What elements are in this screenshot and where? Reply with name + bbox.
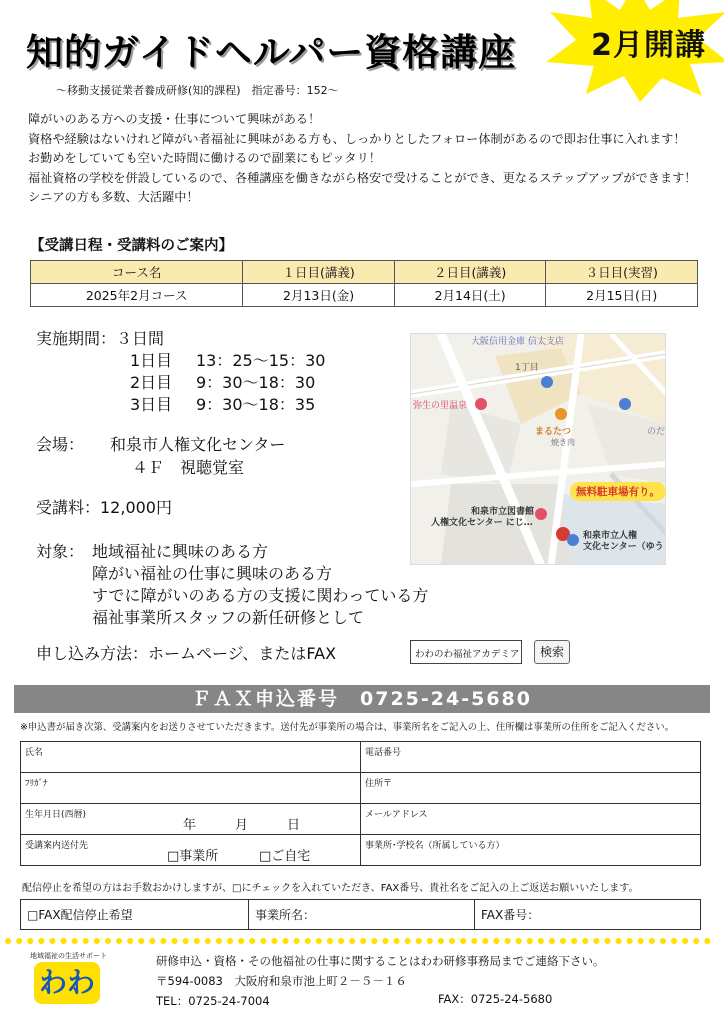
form-office-field[interactable] [361, 835, 701, 866]
venue-name: 和泉市人権文化センター [110, 435, 286, 454]
map-label-library: 和泉市立図書館 [471, 507, 535, 517]
target-item: 障がい福祉の仕事に興味のある方 [92, 564, 333, 583]
schedule-heading: 【受講日程・受講料のご案内】 [30, 238, 233, 254]
stop-office-field[interactable]: 事業所名： [249, 900, 475, 930]
venue-map[interactable] [410, 333, 666, 565]
form-birth-field[interactable] [21, 804, 361, 835]
day-label: 3日目 [130, 395, 173, 414]
map-label-bank: 大阪信用金庫 信太支店 [471, 337, 564, 347]
stop-note: 配信停止を希望の方はお手数おかけしますが、□にチェックを入れていただき、FAX番号、貴社名をご記入の上ご返送お願いいたします。 [22, 883, 639, 894]
period-label: 実施期間：３日間 [36, 329, 165, 348]
map-label-library2: 人権文化センター にじ… [431, 518, 533, 528]
fax-number-bar: ＦＡＸ申込番号 0725-24-5680 [14, 685, 710, 713]
stop-table [20, 899, 701, 930]
page-title: 知的ガイドヘルパー資格講座 [26, 31, 517, 74]
search-input[interactable]: わわのわ福祉アカデミア [410, 640, 522, 664]
application-form [20, 741, 701, 866]
apply-method: 申し込み方法：ホームページ、またはFAX [36, 644, 337, 663]
logo-caption: 地域福祉の生活サポート [30, 952, 107, 960]
field-label: ﾌﾘｶﾞﾅ [25, 779, 48, 789]
day-time: 9：30～18：35 [196, 395, 316, 414]
header-cell: ３日目(実習) [546, 261, 698, 284]
form-sendto-field [21, 835, 361, 866]
intro-line: シニアの方も多数、大活躍中！ [28, 190, 199, 204]
map-label-yakiniku: 焼き肉 [551, 438, 575, 447]
table-cell: 2025年2月コース [31, 284, 243, 307]
table-cell: 2月14日(土) [394, 284, 546, 307]
form-phone-field[interactable] [361, 742, 701, 773]
field-label: 氏名 [25, 748, 44, 758]
footer-line: 研修申込・資格・その他福祉の仕事に関することはわわ研修事務局までご連絡下さい。 [156, 954, 605, 968]
header-cell: コース名 [31, 261, 243, 284]
field-label: 生年月日(西暦) [25, 810, 87, 820]
fax-note: ※申込書が届き次第、受講案内をお送りさせていただきます。送付先が事業所の場合は、事業所名をご記入の上、住所欄は事業所の住所をご記入ください。 [20, 722, 674, 733]
badge-text: 2月開講 [591, 28, 706, 63]
form-furigana-field[interactable] [21, 773, 361, 804]
target-item: 地域福祉に興味のある方 [92, 542, 269, 561]
intro-line: お勤めをしていても空いた時間に働けるので副業にもピッタリ！ [28, 151, 381, 165]
header-cell: １日目(講義) [243, 261, 395, 284]
form-email-field[interactable] [361, 804, 701, 835]
stop-fax-field[interactable]: FAX番号： [475, 900, 701, 930]
map-label-center: 和泉市立人権 [583, 531, 638, 541]
intro-line: 資格や経験はないけれど障がい者福祉に興味がある方も、しっかりとしたフォロー体制があるので即お仕事に入れます！ [28, 131, 686, 146]
office-checkbox[interactable]: □事業所 [167, 849, 219, 864]
target-item: 福祉事業所スタッフの新任研修として [92, 608, 365, 627]
field-label: 事業所･学校名（所属している方） [365, 841, 505, 851]
field-label: 住所〒 [365, 779, 393, 789]
day-time: 9：30～18：30 [196, 373, 316, 392]
target-item: すでに障がいのある方の支援に関わっている方 [92, 586, 429, 605]
footer-address: 〒594-0083 大阪府和泉市池上町２－５－１６ [156, 974, 407, 988]
day-time: 13：25～15：30 [196, 351, 326, 370]
fee: 受講料：12,000円 [36, 498, 172, 517]
dotted-divider [0, 936, 724, 946]
field-label: 電話番号 [365, 748, 402, 758]
day-label: 1日目 [130, 351, 173, 370]
intro-text [28, 110, 696, 208]
map-label-onsen: 弥生の里温泉 [413, 401, 468, 411]
form-name-field[interactable] [21, 742, 361, 773]
venue-label: 会場： [36, 435, 85, 454]
form-address-field[interactable] [361, 773, 701, 804]
home-checkbox[interactable]: □ご自宅 [259, 849, 311, 864]
header-cell: ２日目(講義) [394, 261, 546, 284]
birth-fields: 年 月 日 [183, 818, 301, 833]
intro-line: 福祉資格の学校を併設しているので、各種講座を働きながら格安で受けることができ、更なるステップアップができます！ [28, 170, 697, 185]
table-row [31, 284, 698, 307]
table-cell: 2月15日(日) [546, 284, 698, 307]
stop-checkbox[interactable]: □FAX配信停止希望 [21, 900, 249, 930]
footer-fax: FAX：0725-24-5680 [438, 992, 553, 1006]
field-label: メールアドレス [365, 810, 428, 820]
map-label-partial: のだ [647, 427, 666, 437]
venue-room: ４Ｆ 視聴覚室 [132, 458, 245, 477]
day-label: 2日目 [130, 373, 173, 392]
wawa-logo: わわ [34, 962, 100, 1004]
table-header-row [31, 261, 698, 284]
search-button[interactable]: 検索 [534, 640, 570, 664]
table-cell: 2月13日(金) [243, 284, 395, 307]
subtitle: ～移動支援従業者養成研修(知的課程) 指定番号：152～ [56, 84, 339, 97]
schedule-table [30, 260, 698, 307]
map-label-center2: 文化センター（ゆう [583, 542, 664, 552]
target-label: 対象： [36, 542, 85, 561]
intro-line: 障がいのある方への支援・仕事について興味がある！ [28, 112, 321, 126]
field-label: 受講案内送付先 [25, 841, 89, 851]
parking-badge: 無料駐車場有り。 [570, 482, 666, 501]
footer-tel: TEL：0725-24-7004 [156, 994, 270, 1008]
map-label-chome: 1丁目 [515, 363, 539, 373]
map-label-marutatsu: まるたつ [535, 427, 572, 437]
